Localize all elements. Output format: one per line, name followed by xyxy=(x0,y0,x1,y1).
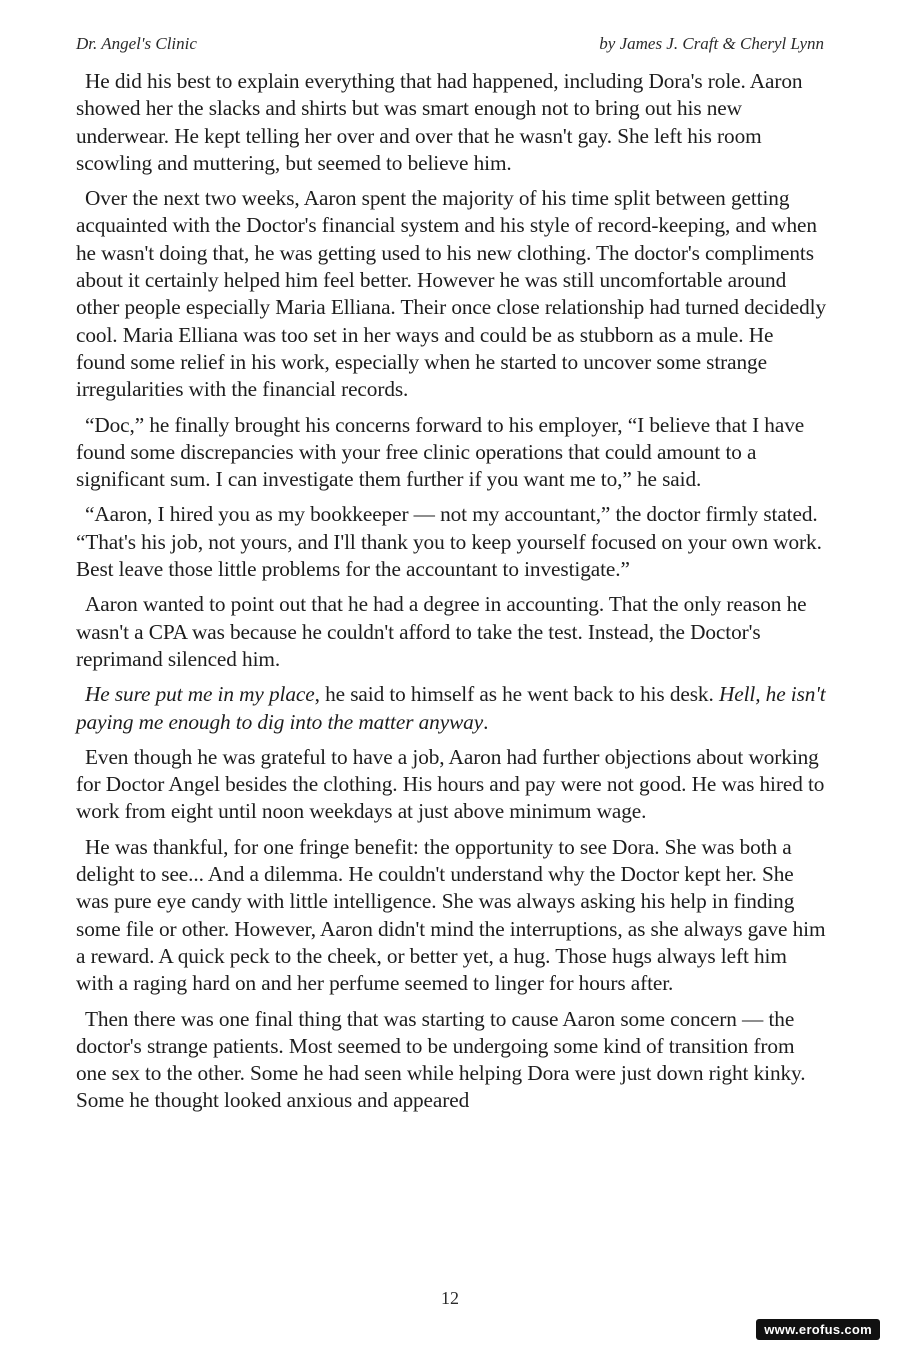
paragraph: He was thankful, for one fringe benefit: the opportunity to see Dora. She was both a delight to see... And a dilemma. He couldn't understand why the Doctor kept her. She was pure eye candy with little intelligence. She was always asking his help in finding some file or other. However, Aaron didn't mind the interruptions, as she always gave him a reward. A quick peck to the cheek, or better yet, a hug. Those hugs always left him with a raging hard on and her perfume seemed to linger for hours after. xyxy=(76,834,826,996)
italic-thought: He sure put me in my place xyxy=(85,682,315,707)
paragraph: Aaron wanted to point out that he had a degree in accounting. That the only reason he wasn't a CPA was because he couldn't afford to take the test. Instead, the Doctor's reprimand silenced him. xyxy=(76,592,807,671)
header-title: Dr. Angel's Clinic xyxy=(76,34,197,53)
italic-thought: Hell, he isn't paying me enough to dig into the matter anyway xyxy=(76,682,826,734)
paragraph: Over the next two weeks, Aaron spent the majority of his time split between getting acquainted with the Doctor's financial system and his style of record-keeping, and when he wasn't doing that, he was getting used to his new clothing. The doctor's compliments about it certainly helped him feel better. However he was still uncomfortable around other people especially Maria Elliana. Their once close relationship had turned decidedly cool. Maria Elliana was too set in her ways and could be as stubborn as a mule. He found some relief in his work, especially when he started to uncover some strange irregularities with the financial records. xyxy=(76,186,827,402)
thought-paragraph xyxy=(76,681,826,736)
body-text xyxy=(76,68,826,1123)
header-authors: by James J. Craft & Cheryl Lynn xyxy=(599,34,824,53)
narration: , he said to himself as he went back to his desk. xyxy=(314,682,719,707)
paragraph: Then there was one final thing that was starting to cause Aaron some concern — the doctor's strange patients. Most seemed to be undergoing some kind of transition from one sex to the other. Some he had seen while helping Dora were just down right kinky. Some he thought looked anxious and appeared xyxy=(76,1006,806,1113)
paragraph: “Aaron, I hired you as my bookkeeper — not my accountant,” the doctor firmly stated. “That's his job, not yours, and I'll thank you to keep yourself focused on your own work. Best leave those little problems for the accountant to investigate.” xyxy=(76,502,822,582)
narration: . xyxy=(483,709,489,734)
watermark: www.erofus.com xyxy=(756,1319,880,1340)
page-number: 12 xyxy=(441,1288,459,1308)
paragraph: Even though he was grateful to have a job, Aaron had further objections about working for Doctor Angel besides the clothing. His hours and pay were not good. He was hired to work from eight until noon weekdays at just above minimum wage. xyxy=(76,744,825,824)
running-header xyxy=(76,34,824,54)
paragraph: He did his best to explain everything that had happened, including Dora's role. Aaron showed her the slacks and shirts but was smart enough not to bring out his new underwear. He kept telling her over and over that he wasn't gay. She left his room scowling and muttering, but seemed to believe him. xyxy=(76,69,803,175)
paragraph: “Doc,” he finally brought his concerns forward to his employer, “I believe that I have found some discrepancies with your free clinic operations that could amount to a significant sum. I can investigate them further if you want me to,” he said. xyxy=(76,412,805,492)
